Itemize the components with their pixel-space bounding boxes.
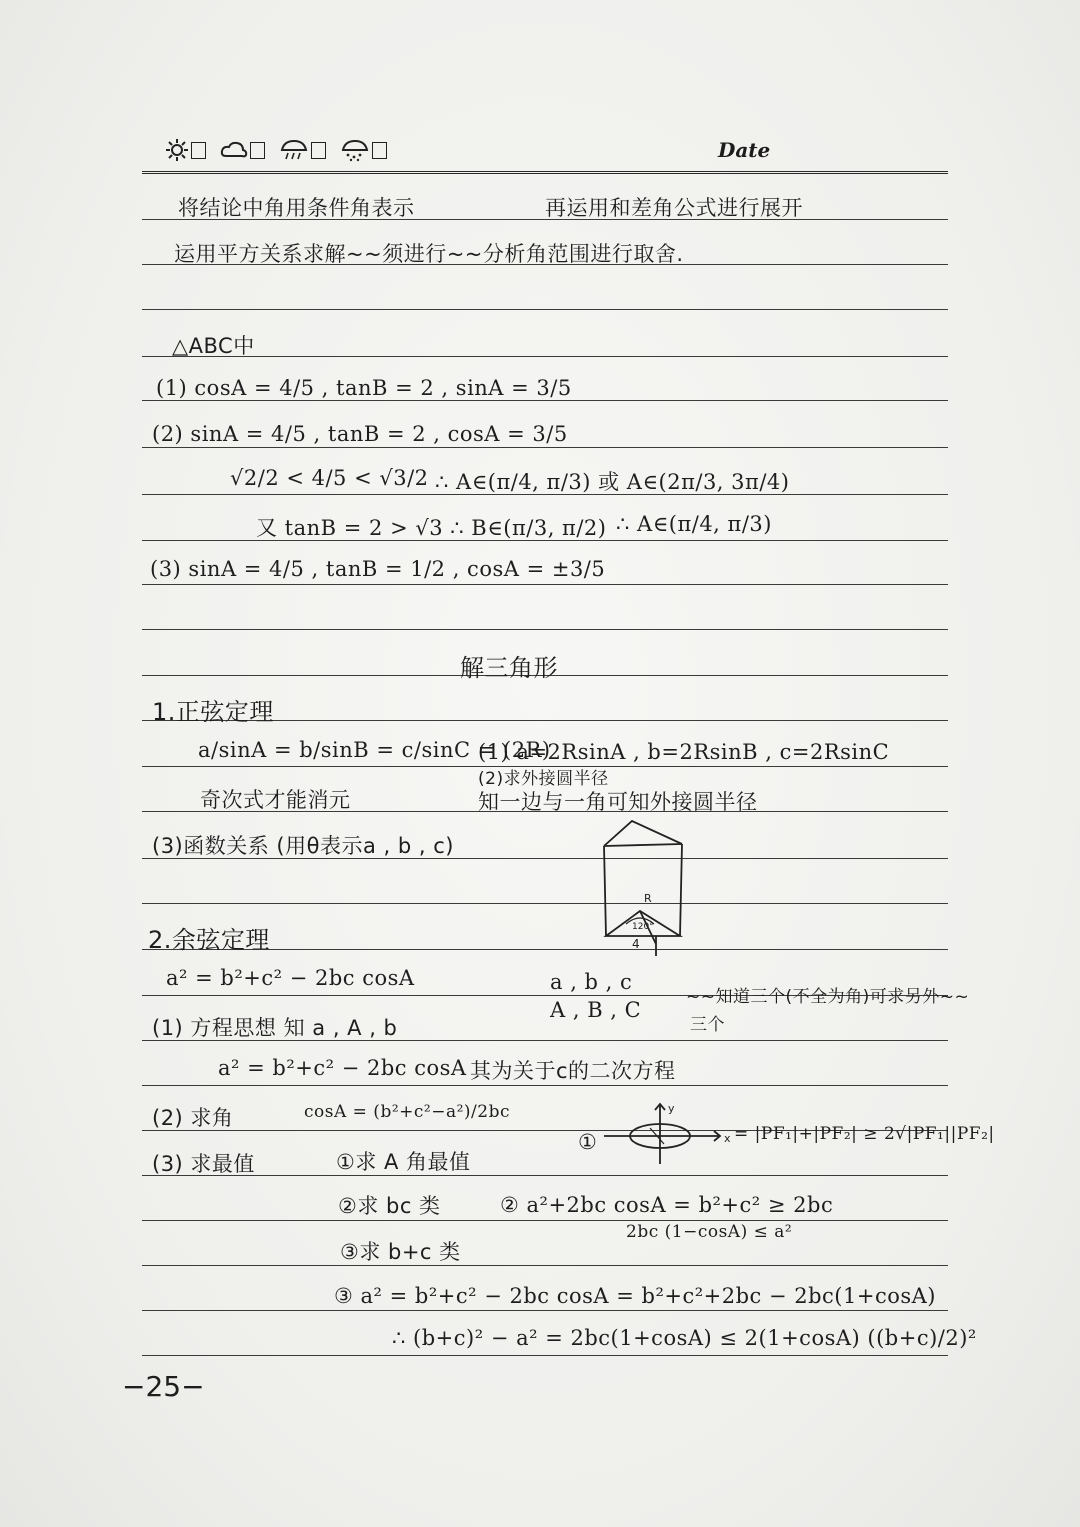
note-line: 其为关于c的二次方程 <box>470 1059 676 1083</box>
ruled-line <box>142 1175 948 1176</box>
note-line: ③求 b+c 类 <box>340 1240 461 1264</box>
ruled-line <box>142 1085 948 1086</box>
note-line: ②求 bc 类 <box>338 1194 441 1218</box>
ruled-line <box>142 1220 948 1221</box>
sunny-option[interactable] <box>165 138 206 162</box>
ruled-line <box>142 629 948 630</box>
svg-text:y: y <box>668 1102 675 1115</box>
rain-icon <box>279 138 309 162</box>
ruled-line <box>142 400 948 401</box>
rain-checkbox[interactable] <box>311 142 326 159</box>
note-line: 奇次式才能消元 <box>200 788 351 812</box>
note-line: 运用平方关系求解~~须进行~~分析角范围进行取舍. <box>174 242 684 266</box>
note-line: ∴ (b+c)² − a² = 2bc(1+cosA) ≤ 2(1+cosA) ((b+c)/2)² <box>392 1326 977 1350</box>
ruled-line <box>142 447 948 448</box>
note-line: = |PF₁|+|PF₂| ≥ 2√|PF₁||PF₂| <box>734 1124 995 1144</box>
note-line: cosA = (b²+c²−a²)/2bc <box>304 1102 510 1122</box>
snow-icon <box>340 138 370 162</box>
note-line: A , B , C <box>550 998 642 1022</box>
svg-text:4: 4 <box>632 937 640 951</box>
note-line: (2) 求角 <box>152 1106 234 1130</box>
sunny-icon <box>165 138 189 162</box>
note-line: 将结论中角用条件角表示 <box>178 196 415 220</box>
cloudy-option[interactable] <box>220 139 265 161</box>
ruled-line <box>142 356 948 357</box>
ruled-line <box>142 309 948 310</box>
note-line: (3)函数关系 (用θ表示a , b , c) <box>152 834 454 858</box>
page-number: −25− <box>122 1370 205 1403</box>
note-line: 再运用和差角公式进行展开 <box>545 196 803 220</box>
note-line: a² = b²+c² − 2bc cosA <box>166 966 415 990</box>
cloudy-checkbox[interactable] <box>250 142 265 159</box>
note-line: (3) 求最值 <box>152 1152 255 1176</box>
ruled-line <box>142 1355 948 1356</box>
note-line: (1) cosA = 4/5 , tanB = 2 , sinA = 3/5 <box>156 376 572 400</box>
note-line: 知一边与一角可知外接圆半径 <box>478 790 758 814</box>
header-rule <box>142 171 948 174</box>
ruled-line <box>142 1310 948 1311</box>
sunny-checkbox[interactable] <box>191 142 206 159</box>
section-heading: 2.余弦定理 <box>148 926 270 954</box>
prism-sketch <box>596 816 692 958</box>
note-line: ①求 A 角最值 <box>336 1150 471 1174</box>
ellipse-sketch <box>600 1098 740 1168</box>
note-line: (1) 方程思想 知 a , A , b <box>152 1016 398 1040</box>
cloudy-icon <box>220 139 248 161</box>
section-heading: 1.正弦定理 <box>152 698 274 726</box>
note-line: (2) sinA = 4/5 , tanB = 2 , cosA = 3/5 <box>152 422 568 446</box>
note-line: ~~知道三个(不全为角)可求另外~~ <box>686 987 970 1007</box>
ruled-line <box>142 584 948 585</box>
note-line: ② a²+2bc cosA = b²+c² ≥ 2bc <box>500 1193 834 1217</box>
date-label: Date <box>718 138 771 162</box>
note-line: a , b , c <box>550 970 633 994</box>
snow-checkbox[interactable] <box>372 142 387 159</box>
note-line: ∴ A∈(π/4, π/3) <box>616 512 772 536</box>
note-line: (1) a=2RsinA , b=2RsinB , c=2RsinC <box>478 740 890 764</box>
svg-text:R: R <box>644 892 652 905</box>
note-line: √2/2 < 4/5 < √3/2 <box>230 466 429 490</box>
note-line: ① <box>578 1130 598 1154</box>
weather-checkboxes <box>165 138 387 162</box>
note-line: △ABC中 <box>172 334 255 358</box>
note-line: a/sinA = b/sinB = c/sinC = (2R) <box>198 738 551 762</box>
note-line: 2bc (1−cosA) ≤ a² <box>626 1222 793 1242</box>
note-line: a² = b²+c² − 2bc cosA <box>218 1056 467 1080</box>
ruled-line <box>142 1265 948 1266</box>
rain-option[interactable] <box>279 138 326 162</box>
note-line: ∴ A∈(π/4, π/3) 或 A∈(2π/3, 3π/4) <box>435 470 790 494</box>
note-line: ③ a² = b²+c² − 2bc cosA = b²+c²+2bc − 2bc(1+cosA) <box>334 1284 936 1308</box>
svg-text:120°: 120° <box>632 922 654 932</box>
note-line: (2)求外接圆半径 <box>478 769 609 789</box>
note-line: (3) sinA = 4/5 , tanB = 1/2 , cosA = ±3/5 <box>150 557 606 581</box>
snow-option[interactable] <box>340 138 387 162</box>
note-line: 又 tanB = 2 > √3 ∴ B∈(π/3, π/2) <box>256 516 607 540</box>
note-line: 三个 <box>690 1015 725 1035</box>
ruled-line <box>142 903 948 904</box>
section-title: 解三角形 <box>460 654 558 682</box>
svg-text:x: x <box>724 1132 731 1145</box>
